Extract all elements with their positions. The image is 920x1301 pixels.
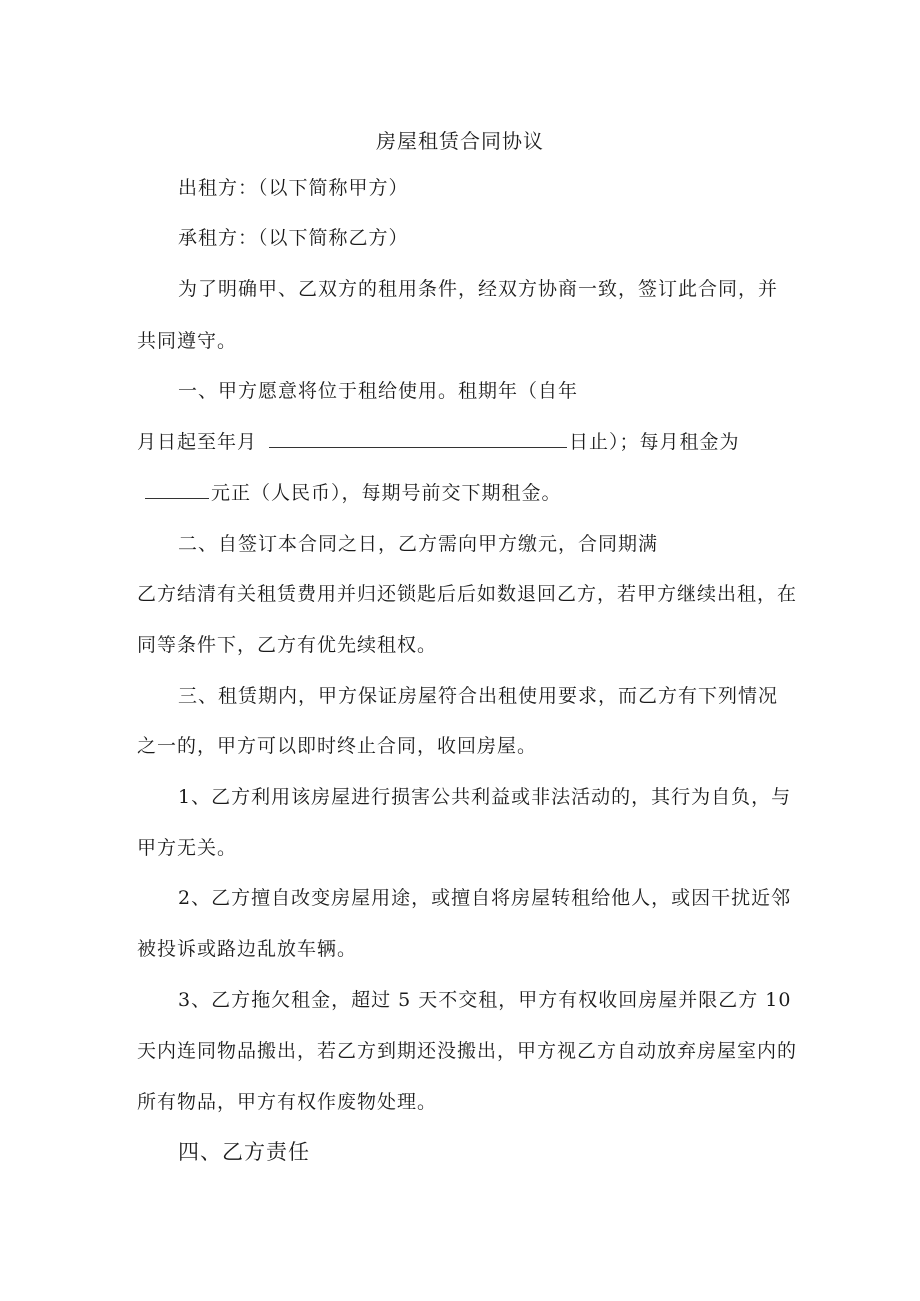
rent-amount-blank <box>145 478 209 499</box>
clause2-line-1: 二、自签订本合同之日，乙方需向甲方缴元，合同期满 <box>178 533 659 555</box>
clause3-line-2: 之一的，甲方可以即时终止合同，收回房屋。 <box>137 735 538 757</box>
clause1-line-3 <box>139 478 562 507</box>
item3-line-2: 天内连同物品搬出，若乙方到期还没搬出，甲方视乙方自动放弃房屋室内的 <box>137 1040 798 1062</box>
lessor-line: 出租方：（以下简称甲方） <box>178 177 409 199</box>
lessee-line: 承租方：（以下简称乙方） <box>178 227 409 249</box>
item1-line-2: 甲方无关。 <box>137 837 238 859</box>
item3-line-1: 3、乙方拖欠租金，超过 5 天不交租，甲方有权收回房屋并限乙方 10 <box>178 989 792 1011</box>
intro-line-2: 共同遵守。 <box>137 330 238 352</box>
item3-line-3: 所有物品，甲方有权作废物处理。 <box>137 1091 438 1113</box>
clause4-heading: 四、乙方责任 <box>178 1140 310 1164</box>
clause1-line-1: 一、甲方愿意将位于租给使用。租期年（自年 <box>178 380 579 402</box>
clause2-line-2: 乙方结清有关租赁费用并归还锁匙后后如数退回乙方，若甲方继续出租，在 <box>137 583 798 605</box>
clause1-line-2-end: 日止）；每月租金为 <box>569 431 740 453</box>
clause2-line-3: 同等条件下，乙方有优先续租权。 <box>137 634 438 656</box>
item2-line-2: 被投诉或路边乱放车辆。 <box>137 938 358 960</box>
clause1-line-2-start: 月日起至年月 <box>137 431 258 453</box>
clause1-line-2 <box>137 427 740 456</box>
end-date-blank <box>269 427 567 448</box>
item1-line-1: 1、乙方利用该房屋进行损害公共利益或非法活动的，其行为自负，与 <box>178 786 792 808</box>
clause1-line-3-text: 元正（人民币），每期号前交下期租金。 <box>211 482 562 504</box>
intro-line-1: 为了明确甲、乙双方的租用条件，经双方协商一致，签订此合同，并 <box>178 278 779 300</box>
document-title: 房屋租赁合同协议 <box>376 129 544 153</box>
clause3-line-1: 三、租赁期内，甲方保证房屋符合出租使用要求，而乙方有下列情况 <box>178 685 779 707</box>
item2-line-1: 2、乙方擅自改变房屋用途，或擅自将房屋转租给他人，或因干扰近邻 <box>178 887 792 909</box>
